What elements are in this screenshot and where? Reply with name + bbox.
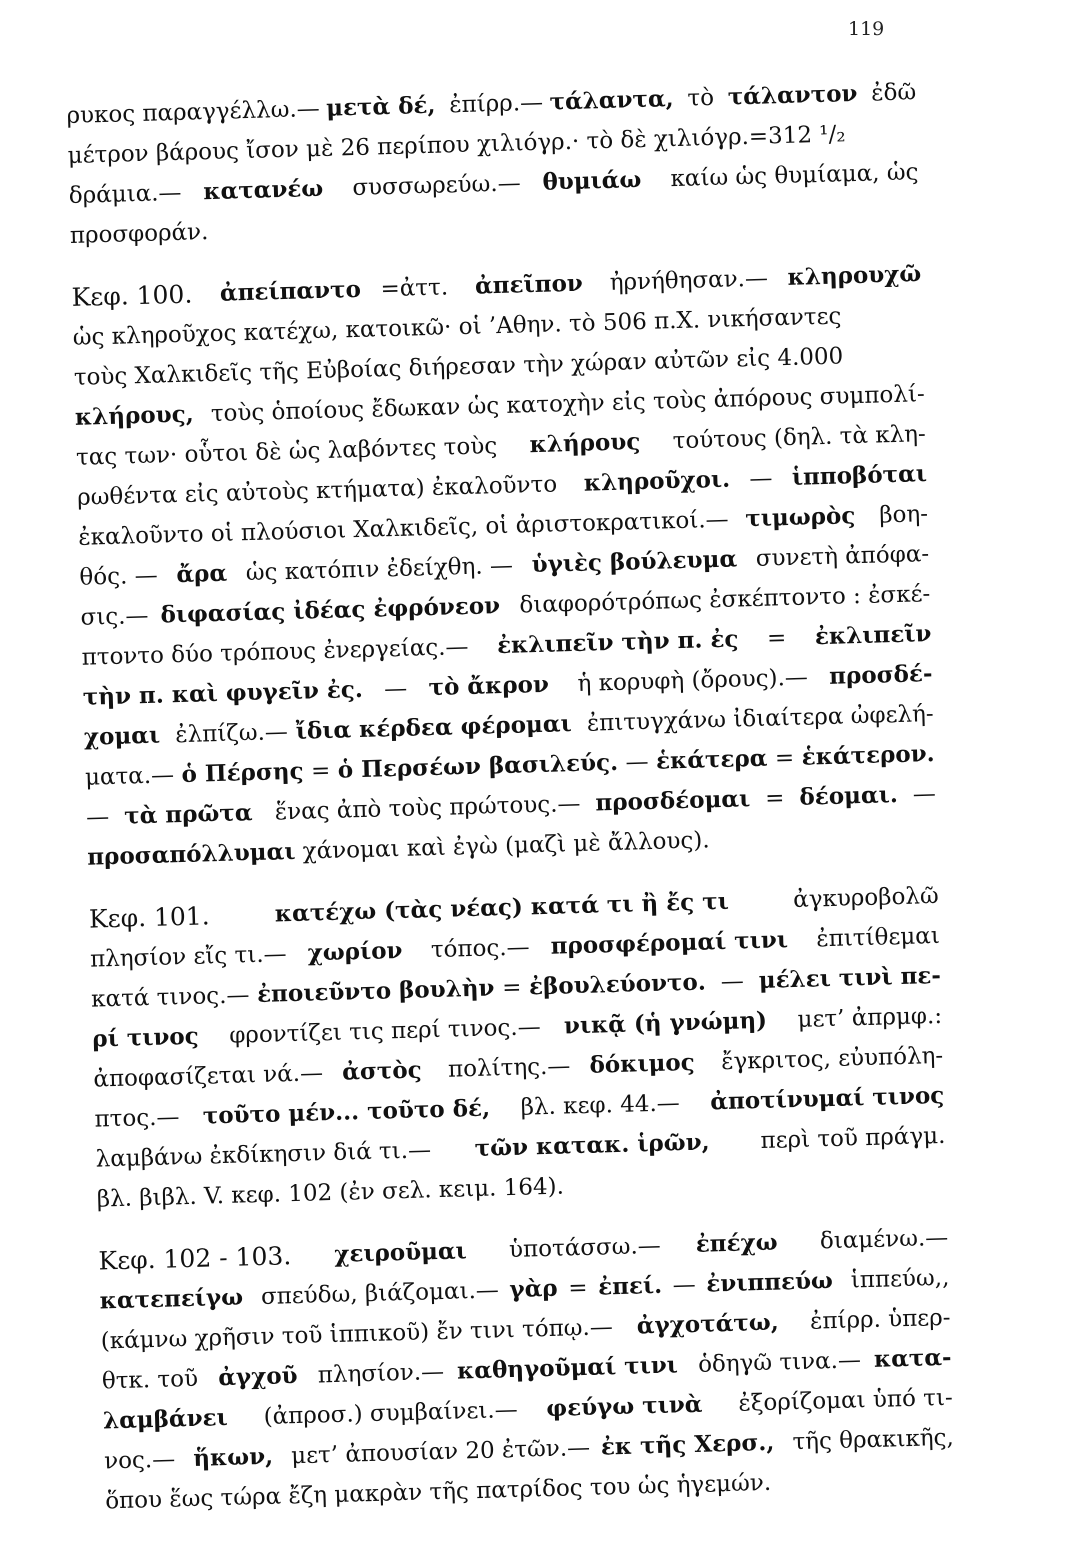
gloss-text: πλησίον.— — [310, 1358, 445, 1389]
gloss-text: ἀποφασίζεται νά.— — [93, 1060, 324, 1093]
term: ὁ Πέρσης — [181, 757, 304, 789]
gloss-text: ἀγκυροβολῶ — [785, 882, 940, 914]
term: τὸ ἄκρον — [428, 670, 550, 702]
term: χωρίον — [307, 936, 403, 967]
term: ἀποτίνυμαί τινος — [709, 1081, 945, 1116]
chapter-heading: Κεφ. 101. — [88, 901, 211, 934]
gloss-text: ὡς κατόπιν ἐδείχθη. — — [238, 552, 521, 587]
gloss-text: ἐπίρρ. ὑπερ- — [802, 1304, 951, 1335]
gloss-text: ἔγκριτος, εὐυπόλη- — [713, 1042, 944, 1076]
term: ἐποιεῦντο βουλὴν — [256, 974, 495, 1009]
gloss-text: βοη- — [871, 501, 929, 529]
term: διφασίας ἰδέας ἐφρόνεον — [160, 592, 501, 629]
term: κατέχω (τὰς νέας) κατά τι ἢ ἔς τι — [266, 887, 730, 928]
term: ρί τινος — [91, 1022, 200, 1053]
gloss-text: ἡ κορυφὴ (ὄρους).— — [569, 664, 809, 698]
gloss-text: τῆς θρακικῆς, — [784, 1424, 955, 1456]
term: τάλαντον — [727, 79, 858, 111]
term: τὰ πρῶτα — [123, 799, 253, 830]
gloss-text: ὅπου ἕως τώρα ἔζη μακρὰν τῆς πατρίδος του ὡς ἡγεμών. — [104, 1469, 772, 1515]
term: νικᾷ (ἡ γνώμη) — [563, 1006, 768, 1040]
gloss-text: πολίτης.— — [440, 1053, 571, 1083]
term: δέομαι. — [799, 781, 899, 811]
gloss-text: νος.— — [103, 1446, 183, 1475]
gloss-text: ὁδηγῶ τινα.— — [690, 1347, 862, 1379]
term: λαμβάνει — [102, 1404, 229, 1435]
term: ἐπέχω — [695, 1228, 778, 1258]
term: γὰρ — [509, 1274, 558, 1304]
glossary-section — [71, 254, 937, 877]
gloss-text: τοὺς ὁποίους ἔδωκαν ὡς κατοχὴν εἰς τοὺς ἀπόρους συμπολί- — [203, 381, 926, 428]
glossary-section — [66, 72, 920, 256]
gloss-text: — — [672, 1271, 697, 1299]
gloss-text: βλ. κεφ. 44.— — [512, 1090, 688, 1121]
term: ἥκων, — [192, 1442, 274, 1472]
term: ἀπείπαντο — [211, 275, 362, 307]
term: ἐκλιπεῖν — [814, 620, 932, 651]
term: χειροῦμαι — [325, 1237, 468, 1269]
gloss-text: περὶ τοῦ πράγμ. — [752, 1122, 946, 1155]
term: κλήρους — [529, 428, 641, 459]
gloss-text: θτκ. τοῦ — [101, 1365, 206, 1395]
gloss-text: = — [774, 744, 795, 772]
term: τάλαντα, — [549, 85, 674, 116]
gloss-text: τόπος.— — [423, 934, 530, 964]
term: ἴδια κέρδεα φέρομαι — [295, 710, 573, 745]
term: τιμωρὸς — [744, 502, 856, 533]
gloss-text: ἐπιτυγχάνω ἰδιαίτερα ὠφελή- — [579, 701, 934, 737]
term: προσαπόλλυμαι — [86, 837, 296, 871]
gloss-text: — — [713, 968, 752, 996]
gloss-text: =ἀττ. — [380, 274, 456, 303]
gloss-text: τὸ — [679, 84, 722, 112]
gloss-text: μετ’ ἀπουσίαν 20 ἐτῶν.— — [283, 1434, 591, 1470]
term: τῶν κατακ. ἱρῶν, — [474, 1128, 710, 1162]
chapter-heading: Κεφ. 100. — [71, 279, 193, 312]
term: ἀγχοτάτω, — [636, 1308, 780, 1340]
chapter-heading: Κεφ. 102 - 103. — [98, 1241, 292, 1276]
gloss-text: συσσωρεύω.— — [344, 170, 522, 202]
gloss-text: ἱππεύω,, — [843, 1264, 950, 1294]
gloss-text: δράμια.— — [68, 179, 182, 209]
term: ἀπεῖπον — [474, 269, 584, 300]
term: προσφέρομαί τινι — [550, 926, 789, 960]
gloss-text: κατά τινος.— — [90, 982, 250, 1013]
term: χομαι — [83, 721, 161, 751]
term: κατανέω — [202, 174, 324, 206]
term: ὁ Περσέων βασιλεύς. — [337, 748, 619, 784]
term: τοῦτο μέν... τοῦτο δέ, — [202, 1094, 491, 1130]
gloss-text: ὑποτάσσω.— — [501, 1232, 662, 1264]
gloss-text: ἐλπίζω.— — [167, 719, 289, 749]
term: κλήρους, — [74, 400, 195, 431]
gloss-text: σις.— — [80, 602, 149, 631]
gloss-text: = — [310, 757, 331, 785]
term: τὴν π. καὶ φυγεῖν ἐς. — [82, 675, 364, 711]
page-number: 119 — [848, 18, 885, 40]
term: κατεπείγω — [99, 1283, 244, 1315]
gloss-text: προσφοράν. — [69, 219, 209, 249]
term: κληροῦχοι. — [583, 465, 731, 497]
term: ἀγχοῦ — [217, 1362, 298, 1392]
term: μέλει τινὶ πε- — [758, 961, 942, 994]
gloss-text: — — [625, 748, 649, 776]
gloss-text: πτοντο δύο τρόπους ἐνεργείας.— — [81, 633, 469, 671]
gloss-text: = — [764, 785, 785, 812]
term: δόκιμος — [589, 1048, 696, 1079]
term: ἑκάτερα — [655, 744, 768, 775]
gloss-text: ἐδῶ — [863, 79, 917, 107]
gloss-text: — — [912, 780, 937, 808]
gloss-text: = — [501, 974, 522, 1002]
gloss-text: τας των· οὗτοι δὲ ὡς λαβόντες τοὺς — [75, 432, 505, 471]
gloss-text: ρωθέντα εἰς αὐτοὺς κτήματα) ἐκαλοῦντο — [76, 471, 565, 511]
term: ἱπποβόται — [791, 460, 928, 491]
term: θυμιάω — [542, 165, 642, 196]
gloss-text: θός. — — [79, 562, 166, 591]
gloss-text: σπεύδω, βιάζομαι.— — [253, 1277, 500, 1311]
term: καθηγοῦμαί τινι — [456, 1351, 679, 1385]
gloss-text: ἐπιτίθεμαι — [808, 922, 941, 953]
term: ἄρα — [176, 559, 228, 589]
gloss-text: βλ. βιβλ. V. κεφ. 102 (ἐν σελ. κειμ. 164). — [96, 1173, 565, 1213]
gloss-text: μέτρον βάρους ἴσον μὲ 26 περίπου χιλιόγρ.· τὸ δὲ χιλιόγρ.=312 ¹/₂ — [67, 121, 846, 169]
gloss-text: διαμένω.— — [812, 1224, 949, 1255]
term: ἐκλιπεῖν τὴν π. ἐς — [496, 625, 739, 660]
gloss-text: καίω ὡς θυμίαμα, ὡς — [662, 159, 919, 193]
page-body — [66, 72, 956, 1543]
term: ἐβουλεύοντο. — [528, 968, 707, 1001]
term: φεύγω τινὰ — [545, 1390, 703, 1423]
term: κατα- — [873, 1343, 952, 1373]
term: κληρουχῶ — [787, 260, 922, 291]
gloss-text: ἕνας ἀπὸ τοὺς πρώτους.— — [267, 790, 581, 826]
gloss-text: τοὺς Χαλκιδεῖς τῆς Εὐβοίας διήρεσαν τὴν χώραν αὐτῶν εἰς 4.000 — [73, 343, 844, 391]
term: προσδέ- — [828, 660, 933, 690]
gloss-text: = — [766, 625, 787, 652]
gloss-text: πτος.— — [94, 1104, 180, 1133]
term: ἐκ τῆς Χερσ., — [600, 1428, 775, 1461]
gloss-text: διαφορότρόπως ἐσκέπτοντο : ἐσκέ- — [511, 581, 931, 619]
gloss-text: συνετὴ ἀπόφα- — [748, 541, 930, 573]
gloss-text: — — [749, 465, 773, 493]
gloss-text: ρυκος παραγγέλλω.— — [66, 95, 321, 129]
gloss-text: = — [567, 1274, 588, 1302]
gloss-text: τούτους (δηλ. τὰ κλη- — [665, 421, 927, 455]
gloss-text: ἐκαλοῦντο οἱ πλούσιοι Χαλκιδεῖς, οἱ ἀριστοκρατικοί.— — [77, 506, 729, 551]
gloss-text: — — [383, 675, 408, 703]
gloss-text: λαμβάνω ἐκδίκησιν διά τι.— — [95, 1137, 432, 1173]
term: ἐνιππεύω — [705, 1267, 834, 1298]
gloss-text: ἐξορίζομαι ὑπό τι- — [730, 1384, 954, 1417]
glossary-section — [98, 1218, 955, 1522]
gloss-text: ἐπίρρ.— — [441, 89, 544, 119]
gloss-text: ματα.— — [84, 762, 175, 791]
gloss-text: (ἀπροσ.) συμβαίνει.— — [256, 1396, 518, 1431]
gloss-text: ὡς κληροῦχος κατέχω, κατοικῶ· οἱ ’Αθην. τὸ 506 π.Χ. νικήσαντες — [72, 303, 842, 351]
term: ἀστὸς — [341, 1056, 423, 1086]
gloss-text: μετ’ ἀπρμφ.: — [789, 1002, 943, 1034]
term: προσδέομαι — [595, 785, 751, 817]
gloss-text: — — [85, 804, 110, 831]
term: ἑκάτερον. — [801, 740, 935, 771]
gloss-text: πλησίον εἴς τι.— — [89, 941, 287, 973]
gloss-text: ἠρνήθησαν.— — [602, 265, 769, 297]
gloss-text: (κάμνω χρῆσιν τοῦ ἱππικοῦ) ἔν τινι τόπῳ.— — [100, 1314, 614, 1355]
term: ὑγιὲς βούλευμα — [531, 545, 738, 579]
term: ἐπεί. — [597, 1271, 663, 1301]
glossary-section — [88, 876, 947, 1220]
gloss-text: χάνομαι καὶ ἐγὼ (μαζὶ μὲ ἄλλους). — [295, 827, 710, 865]
term: μετὰ δέ, — [325, 91, 436, 122]
gloss-text: φροντίζει τις περί τινος.— — [221, 1014, 541, 1050]
